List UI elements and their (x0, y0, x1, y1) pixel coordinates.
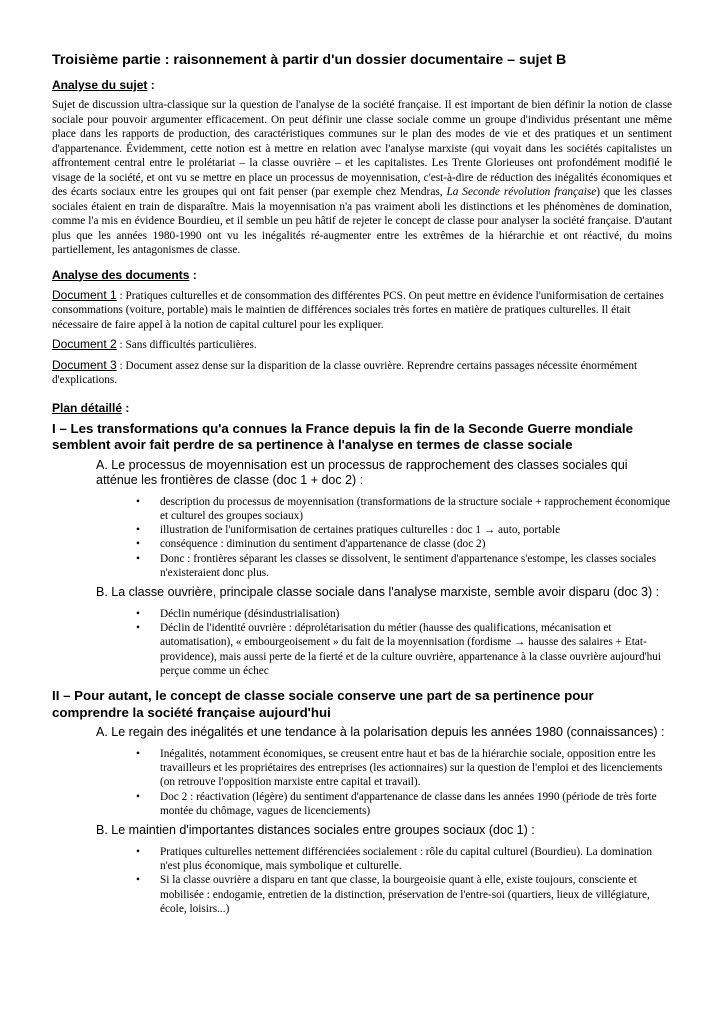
bullet-icon: • (136, 607, 140, 620)
plan-heading (52, 401, 672, 416)
bullet-icon: • (136, 495, 140, 508)
document-1-label: Document 1 (52, 287, 117, 302)
analyse-sujet-heading (52, 78, 672, 93)
list-item (136, 790, 672, 819)
paragraph-text: Sujet de discussion ultra-classique sur la question de l'analyse de la société française. Il est important de bien définir la notion de classe sociale pour pouvoir argumenter efficacement. On peut définir une classe sociale comme un groupe d'individus présentant une même place dans les rapports de production, des caractéristiques communes sur le plan des modes de vie et des pratiques et un sentiment d'appartenance. Évidemment, cette notion est à mettre en relation avec l'analyse marxiste (qui voyait dans les sociétés capitalistes un affrontement central entre le prolétariat – la classe ouvrière – et les capitalistes. Les Trente Glorieuses ont profondément modifié le visage de la société, et ont vu se mettre en place un processus de moyennisation, c'est-à-dire de réduction des inégalités économiques et des écarts sociaux entre les groupes qui ont fait penser (par exemple chez Mendras, (52, 99, 672, 198)
list-item-text: Doc 2 : réactivation (légère) du sentiment d'appartenance de classe dans les années 1990 (période de très forte montée du chômage, vagues de licenciements) (160, 790, 657, 817)
list-item (136, 873, 672, 916)
list-item (136, 537, 672, 551)
document-page (52, 52, 672, 921)
list-item (136, 607, 672, 621)
heading-colon: : (189, 267, 197, 282)
bullet-icon: • (136, 538, 140, 551)
list-item (136, 495, 672, 524)
part-1-title: I – Les transformations qu'a connues la France depuis la fin de la Seconde Guerre mondiale semblent avoir fait perdre de sa pertinence à l'analyse en termes de classe sociale (52, 420, 633, 452)
document-3-text: : Document assez dense sur la disparition de la classe ouvrière. Reprendre certains passages nécessite énormément d'explications. (52, 359, 638, 386)
plan-heading-text: Plan détaillé (52, 400, 123, 415)
list-item (136, 523, 672, 537)
part-1-section-a-title: A. Le processus de moyennisation est un processus de rapprochement des classes sociales qui atténue les frontières de classe (doc 1 + doc 2) : (96, 457, 628, 487)
analyse-sujet-paragraph (52, 98, 672, 258)
analyse-documents-heading-text: Analyse des documents (52, 267, 190, 282)
heading-colon: : (147, 78, 155, 92)
analyse-documents-heading (52, 268, 672, 283)
bullet-icon: • (136, 845, 140, 858)
list-item-text: Si la classe ouvrière a disparu en tant que classe, la bourgeoisie quant à elle, existe toujours, consciente et mobilisée : endogamie, entretien de la distinction, préservation de l'entre-soi (quartiers, lieux de villégiature, école, loisirs...) (160, 874, 650, 915)
part-2-section-b-title: B. Le maintien d'importantes distances sociales entre groupes sociaux (doc 1) : (96, 823, 535, 838)
bullet-icon: • (136, 524, 140, 537)
page-title: Troisième partie : raisonnement à partir d'un dossier documentaire – sujet B (52, 52, 567, 68)
list-item-text: Inégalités, notamment économiques, se creusent entre haut et bas de la hiérarchie sociale, opposition entre les travailleurs et les propriétaires des entreprises (les actionnaires) sur la question de l'emploi et des licenciements (on retrouve l'opposition marxiste entre capital et travail). (160, 747, 663, 789)
list-item-text: conséquence : diminution du sentiment d'appartenance de classe (doc 2) (160, 538, 486, 551)
list-item-text: illustration de l'uniformisation de certaines pratiques culturelles : doc 1 → auto, portable (160, 524, 561, 537)
part-1-section-a-list (52, 495, 672, 581)
part-1-section-b-title: B. La classe ouvrière, principale classe sociale dans l'analyse marxiste, semble avoir disparu (doc 3) : (96, 585, 660, 600)
part-2-section-a-list (52, 747, 672, 818)
bullet-icon: • (136, 747, 140, 760)
bullet-icon: • (136, 874, 140, 887)
document-2-text: : Sans difficultés particulières. (116, 339, 257, 351)
part-2-title: II – Pour autant, le concept de classe sociale conserve une part de sa pertinence pour comprendre la société française aujourd'hui (52, 688, 594, 720)
heading-colon: : (122, 400, 130, 415)
list-item-text: Déclin numérique (désindustrialisation) (160, 607, 340, 620)
document-2-entry (52, 337, 672, 353)
bullet-icon: • (136, 552, 140, 565)
document-1-text: : Pratiques culturelles et de consommation des différentes PCS. On peut mettre en évidence l'uniformisation de certaines consommations (voiture, portable) mais le maintien de différences sociales très fortes en matière de pratiques culturelles. Il était nécessaire de faire appel à la notion de capital culturel pour les expliquer. (52, 289, 664, 331)
list-item (136, 747, 672, 790)
document-3-entry (52, 358, 672, 388)
paragraph-text: ) que les classes sociales étaient en train de disparaître. Mais la moyennisation n'a pas vraiment aboli les distinctions et les phénomènes de domination, comme l'a mis en évidence Bourdieu, et il semble un peu hâtif de rejeter le concept de classe pour analyser la société française. D'autant plus que les années 1980-1990 ont vu les inégalités ré-augmenter entre les extrêmes de la hiérarchie et ont réactivé, du moins partiellement, les antagonismes de classe. (52, 186, 672, 256)
list-item-text: Donc : frontières séparant les classes se dissolvent, le sentiment d'appartenance s'estompe, les classes sociales n'existeraient donc plus. (160, 552, 656, 579)
part-2-section-b-list (52, 845, 672, 916)
list-item-text: Pratiques culturelles nettement différenciées socialement : rôle du capital culturel (Bourdieu). La domination n'est plus économique, mais symbolique et culturelle. (160, 845, 652, 873)
book-title: La Seconde révolution française (446, 186, 597, 198)
part-1-section-b-list (52, 607, 672, 678)
document-2-label: Document 2 (52, 337, 117, 351)
list-item-text: Déclin de l'identité ouvrière : déprolétarisation du métier (hausse des qualifications, mécanisation et automatisation), « embourgeoisement » du fait de la moyennisation (fordisme → hausse des salaires + Etat-providence), mais aussi perte de la fierté et de la culture ouvrière, appartenance à la classe ouvrière aujourd'hui perçue comme un échec (160, 622, 662, 677)
bullet-icon: • (136, 790, 140, 803)
analyse-sujet-heading-text: Analyse du sujet (52, 78, 148, 92)
bullet-icon: • (136, 622, 140, 635)
part-2-section-a-title: A. Le regain des inégalités et une tendance à la polarisation depuis les années 1980 (connaissances) : (96, 725, 665, 740)
document-1-entry (52, 288, 672, 333)
list-item-text: description du processus de moyennisation (transformations de la structure sociale + rapprochement économique et culturel des groupes sociaux) (160, 495, 671, 522)
list-item (136, 552, 672, 581)
list-item (136, 621, 672, 678)
document-3-label: Document 3 (52, 357, 117, 372)
list-item (136, 845, 672, 874)
